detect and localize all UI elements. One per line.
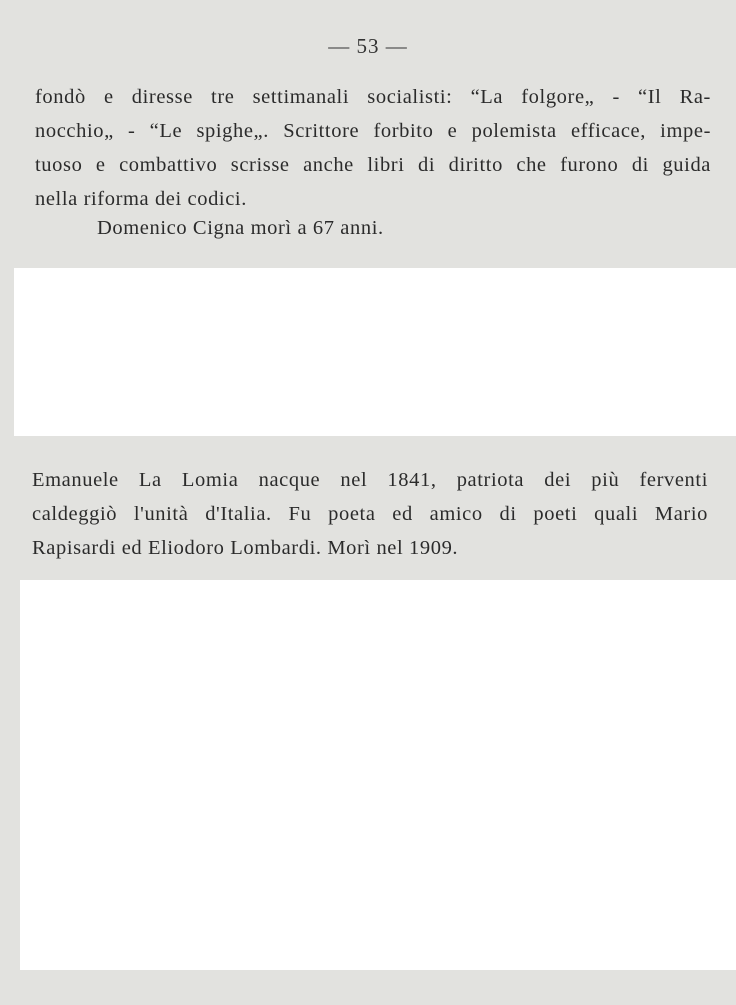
page-number: — 53 —	[328, 34, 408, 58]
text-line: nella riforma dei codici.	[35, 188, 247, 210]
text-line: Emanuele La Lomia nacque nel 1841, patriota dei più ferventi	[32, 469, 708, 491]
paragraph-cigna-bio	[35, 80, 711, 216]
blank-photo-area	[20, 580, 736, 970]
paragraph-cigna-death	[97, 211, 657, 245]
paragraph-la-lomia-bio	[32, 463, 708, 565]
text-line: tuoso e combattivo scrisse anche libri di diritto che furono di guida	[35, 154, 711, 176]
text-line: Domenico Cigna morì a 67 anni.	[97, 217, 384, 239]
text-line: Rapisardi ed Eliodoro Lombardi. Morì nel 1909.	[32, 537, 459, 559]
text-line: nocchio„ - “Le spighe„. Scrittore forbito e polemista efficace, impe-	[35, 120, 711, 142]
blank-photo-area	[14, 268, 736, 436]
text-line: fondò e diresse tre settimanali socialisti: “La folgore„ - “Il Ra-	[35, 86, 711, 108]
text-line: caldeggiò l'unità d'Italia. Fu poeta ed amico di poeti quali Mario	[32, 503, 708, 525]
